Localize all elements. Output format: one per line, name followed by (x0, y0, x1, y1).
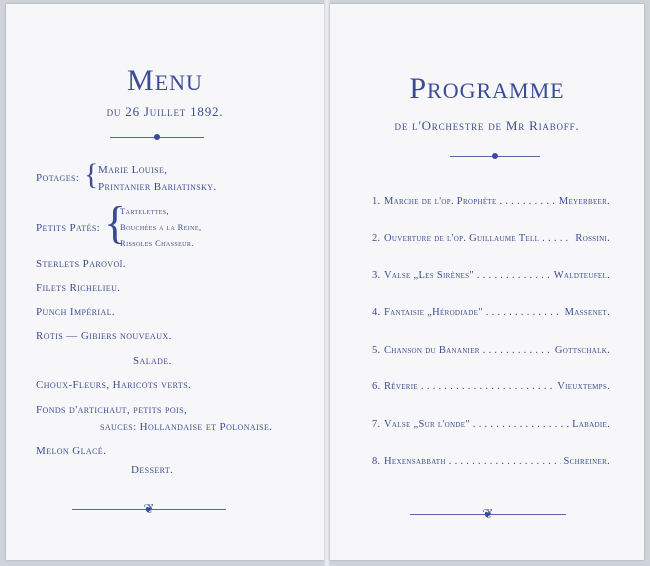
programme-subtitle: de l'Orchestre de Mr Riaboff. (394, 118, 580, 133)
programme-composer: Vieuxtemps. (557, 381, 610, 392)
programme-number: 4. (372, 307, 381, 318)
flourish-icon: ❦ (482, 506, 494, 521)
programme-piece: Marche de l'op. Prophète (384, 196, 497, 207)
programme-row (372, 345, 610, 356)
programme-row (372, 419, 610, 430)
leader-dots (542, 233, 572, 244)
menu-divider (110, 137, 204, 138)
programme-composer: Schreiner. (563, 456, 610, 467)
programme-number: 2. (372, 233, 381, 244)
programme-row (372, 196, 610, 207)
programme-bottom-ornament (410, 506, 566, 521)
menu-item: Filets Richelieu. (36, 282, 121, 294)
programme-piece: Valse „Sur l'onde" (384, 419, 470, 430)
divider-dot-icon (492, 153, 498, 159)
programme-number: 5. (372, 345, 381, 356)
flourish-icon: ❦ (143, 501, 155, 516)
petits-pates-item-1: Tartelettes, (120, 206, 170, 216)
programme-number: 6. (372, 381, 381, 392)
programme-composer: Gottschalk. (554, 345, 610, 356)
divider-dot-icon (154, 134, 160, 140)
programme-composer: Rossini. (575, 233, 610, 244)
leader-dots (421, 381, 554, 392)
programme-row (372, 233, 610, 244)
leader-dots (483, 345, 552, 356)
programme-row (372, 270, 610, 281)
programme-number: 3. (372, 270, 381, 281)
programme-title-initial: P (409, 72, 428, 105)
menu-item: sauces: Hollandaise et Polonaise. (100, 421, 273, 433)
programme-divider (450, 156, 540, 157)
programme-composer: Massenet. (564, 307, 610, 318)
leader-dots (500, 196, 556, 207)
menu-date: du 26 Juillet 1892. (106, 104, 224, 119)
menu-item: Choux-Fleurs, Haricots verts. (36, 379, 192, 391)
programme-number: 7. (372, 419, 381, 430)
leader-dots (477, 270, 551, 281)
menu-item: Dessert. (131, 464, 174, 476)
menu-item: Punch Impérial. (36, 306, 116, 318)
menu-item: Sterlets Parovoï. (36, 258, 126, 270)
programme-composer: Labadie. (572, 419, 610, 430)
menu-bottom-ornament (72, 501, 226, 516)
menu-title-initial: M (127, 64, 155, 97)
programme-composer: Meyerbeer. (558, 196, 610, 207)
potages-label: Potages: (36, 172, 80, 184)
programme-row (372, 381, 610, 392)
programme-composer: Waldteufel. (553, 270, 610, 281)
programme-piece: Hexensabbath (384, 456, 446, 467)
potages-item-1: Marie Louise, (98, 164, 168, 176)
menu-item: Fonds d'artichaut, petits pois, (36, 404, 188, 416)
leader-dots (473, 419, 569, 430)
programme-piece: Valse „Les Sirènes" (384, 270, 474, 281)
programme-piece: Chanson du Bananier (384, 345, 480, 356)
programme-number: 8. (372, 456, 381, 467)
leader-dots (486, 307, 562, 318)
menu-item: Melon Glacé. (36, 445, 107, 457)
programme-number: 1. (372, 196, 381, 207)
potages-brace-icon: { (84, 158, 99, 191)
menu-title-rest: ENU (154, 70, 203, 95)
petits-pates-item-2: Bouchées a la Reine, (120, 222, 202, 232)
programme-piece: Ouverture de l'op. Guillaume Tell (384, 233, 540, 244)
programme-row (372, 456, 610, 467)
menu-item: Rotis — Gibiers nouveaux. (36, 330, 172, 342)
programme-piece: Fantaisie „Hérodiade" (384, 307, 483, 318)
menu-title (6, 64, 324, 98)
petits-pates-item-3: Rissoles Chasseur. (120, 238, 194, 248)
petits-pates-label: Petits Patés: (36, 222, 101, 234)
petits-pates-brace-icon: { (104, 197, 127, 248)
potages-item-2: Printanier Bariatinsky. (98, 181, 217, 193)
programme-piece: Rêverie (384, 381, 418, 392)
programme-row (372, 307, 610, 318)
menu-item: Salade. (133, 355, 172, 367)
leader-dots (449, 456, 561, 467)
programme-title-rest: ROGRAMME (427, 78, 565, 103)
programme-title (330, 72, 644, 106)
